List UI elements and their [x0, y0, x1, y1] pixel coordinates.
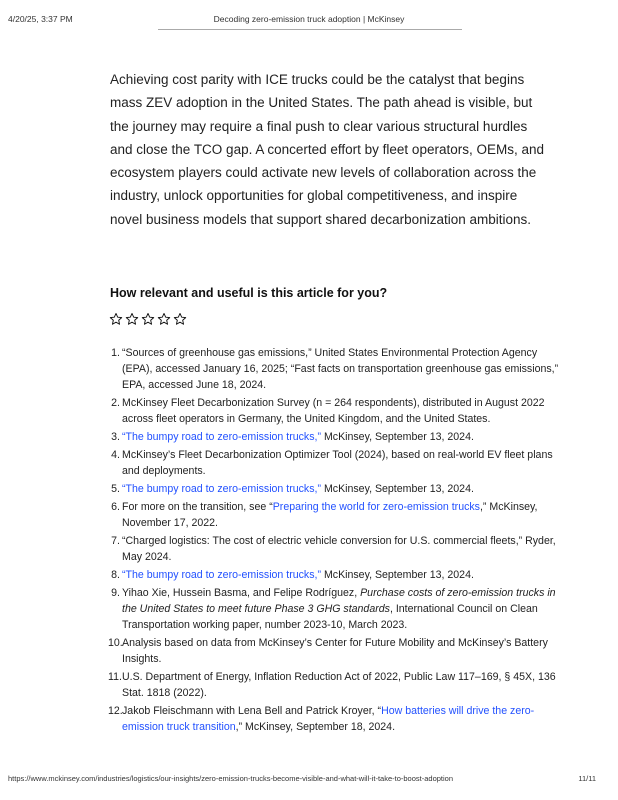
star-icon[interactable] [173, 312, 187, 326]
reference-item [111, 430, 560, 446]
closing-paragraph: Achieving cost parity with ICE trucks could be the catalyst that begins mass ZEV adoption in the United States. The path ahead is visible, but the journey may require a final push to clear various structural hurdles and close the TCO gap. A concerted effort by fleet operators, OEMs, and ecosystem players could activate new levels of collaboration across the industry, unlock opportunities for global competitiveness, and inspire novel business models that support shared decarbonization ambitions. [110, 72, 544, 227]
reference-link[interactable]: “The bumpy road to zero-emission trucks,” [122, 569, 321, 582]
reference-number: 4. [111, 448, 120, 461]
star-icon[interactable] [125, 312, 139, 326]
reference-text: Yihao Xie, Hussein Basma, and Felipe Rodríguez, [122, 587, 361, 600]
reference-number: 1. [111, 347, 120, 359]
page-number: 11/11 [578, 774, 596, 783]
reference-number: 6. [111, 501, 120, 514]
reference-number: 8. [111, 569, 120, 582]
reference-text: McKinsey, September 13, 2024. [321, 430, 474, 443]
star-icon[interactable] [141, 312, 155, 326]
reference-link[interactable]: “The bumpy road to zero-emission trucks,” [122, 430, 321, 443]
reference-item [108, 704, 560, 736]
star-icon[interactable] [157, 312, 171, 326]
reference-text: “Charged logistics: The cost of electric vehicle conversion for U.S. commercial fleets,” Ryder, May 2024. [122, 535, 556, 563]
reference-title: Purchase costs of zero-emission trucks in the United States to meet future Phase 3 GHG standards [122, 587, 556, 616]
reference-item [111, 500, 560, 532]
reference-text: For more on the transition, see “ [122, 501, 273, 514]
print-datetime: 4/20/25, 3:37 PM [8, 14, 73, 24]
reference-item [111, 396, 560, 428]
star-icon[interactable] [109, 312, 123, 326]
reference-number: 12. [108, 705, 123, 718]
reference-number: 11. [108, 671, 122, 684]
reference-text: Analysis based on data from McKinsey’s Center for Future Mobility and McKinsey’s Battery Insights. [122, 637, 548, 665]
reference-text: ,” McKinsey, September 18, 2024. [235, 720, 396, 733]
reference-text: ,” McKinsey, November 17, 2022. [122, 501, 538, 529]
page-title: Decoding zero-emission truck adoption | McKinsey [213, 14, 405, 24]
reference-item [111, 568, 560, 584]
reference-number: 7. [111, 535, 120, 548]
reference-text: Jakob Fleischmann with Lena Bell and Patrick Kroyer, “ [122, 705, 382, 718]
reference-item [111, 482, 560, 498]
reference-number: 3. [111, 430, 120, 443]
reference-number: 5. [111, 482, 120, 495]
reference-item [111, 534, 560, 566]
reference-text: , International Council on Clean Transportation working paper, number 2023-10, March 2023. [122, 603, 538, 631]
references-list [108, 346, 560, 738]
reference-link[interactable]: How batteries will drive the zero-emission truck transition [122, 705, 535, 733]
reference-link[interactable]: Preparing the world for zero-emission trucks [272, 501, 480, 514]
reference-item [108, 636, 560, 668]
header-divider [158, 29, 462, 30]
reference-text: McKinsey, September 13, 2024. [321, 569, 474, 582]
reference-text: McKinsey, September 13, 2024. [321, 482, 474, 495]
reference-text: McKinsey Fleet Decarbonization Survey (n = 264 respondents), distributed in August 2022 across fleet operators in Germany, the United Kingdom, and the United States. [122, 396, 545, 425]
reference-number: 2. [111, 396, 120, 409]
reference-text: “Sources of greenhouse gas emissions,” United States Environmental Protection Agency (EPA), accessed January 16, 2025; “Fast facts on transportation greenhouse gas emissions,” EPA, accessed June 18, 2024. [122, 347, 559, 391]
star-rating [109, 312, 187, 326]
reference-item [111, 586, 560, 633]
reference-item [111, 448, 560, 480]
footer-url: https://www.mckinsey.com/industries/logistics/our-insights/zero-emission-trucks-become-visible-and-what-will-it-take-to-boost-adoption [8, 774, 454, 783]
reference-number: 10. [108, 637, 123, 650]
reference-text: McKinsey’s Fleet Decarbonization Optimizer Tool (2024), based on real-world EV fleet plans and deployments. [122, 448, 553, 477]
reference-link[interactable]: “The bumpy road to zero-emission trucks,” [122, 482, 321, 495]
reference-item [111, 346, 560, 393]
rating-question: How relevant and useful is this article for you? [110, 286, 388, 300]
reference-text: U.S. Department of Energy, Inflation Reduction Act of 2022, Public Law 117–169, § 45X, 136 Stat. 1818 (2022). [122, 671, 556, 699]
reference-number: 9. [111, 587, 120, 600]
reference-item [108, 670, 560, 702]
